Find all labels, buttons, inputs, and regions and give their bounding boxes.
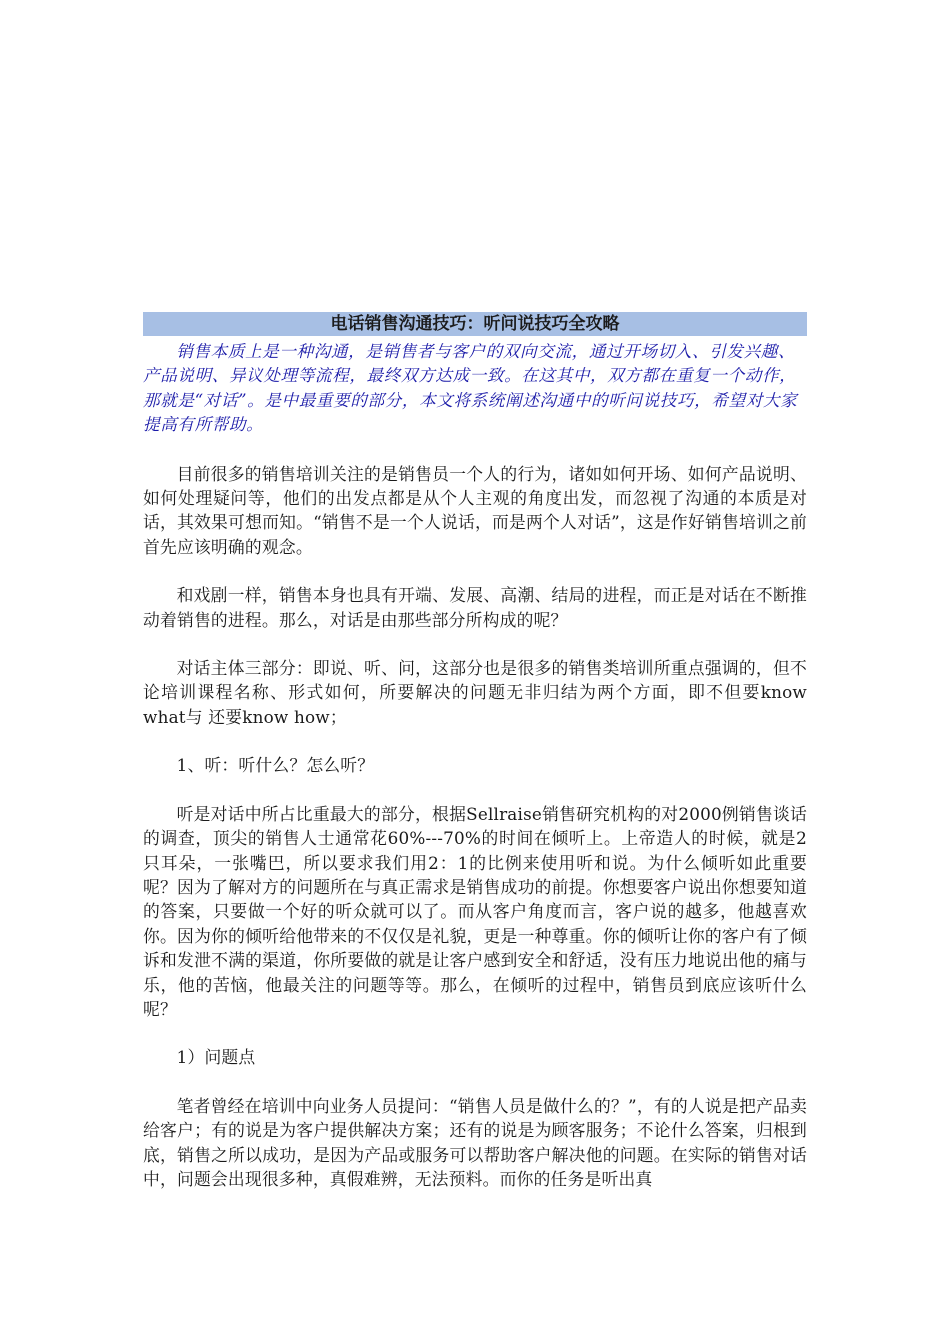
spacer	[143, 778, 807, 802]
spacer	[143, 632, 807, 656]
spacer	[143, 729, 807, 753]
spacer	[143, 1070, 807, 1094]
spacer	[143, 559, 807, 583]
paragraph-5: 笔者曾经在培训中向业务人员提问：“销售人员是做什么的？”，有的人说是把产品卖给客户；有的说是为客户提供解决方案；还有的说是为顾客服务；不论什么答案，归根到底，销售之所以成功，是因为产品或服务可以帮助客户解决他的问题。在实际的销售对话中，问题会出现很多种，真假难辨，无法预料。而你的任务是听出真	[143, 1095, 807, 1189]
paragraph-2: 和戏剧一样，销售本身也具有开端、发展、高潮、结局的进程，而正是对话在不断推动着销售的进程。那么，对话是由那些部分所构成的呢？	[143, 585, 807, 630]
section-heading-listen: 1、听：听什么？怎么听？	[176, 755, 375, 776]
paragraph-4: 听是对话中所占比重最大的部分，根据Sellraise销售研究机构的对2000例销售谈话的调查，顶尖的销售人士通常花60%---70%的时间在倾听上。上帝造人的时候，就是2只耳朵，一张嘴巴，所以要求我们用2：1的比例来使用听和说。为什么倾听如此重要呢？因为了解对方的问题所在与真正需求是销售成功的前提。你想要客户说出你想要知道的答案，只要做一个好的听众就可以了。而从客户角度而言，客户说的越多，他越喜欢你。因为你的倾听给他带来的不仅仅是礼貌，更是一种尊重。你的倾听让你的客户有了倾诉和发泄不满的渠道，你所要做的就是让客户感到安全和舒适，没有压力地说出他的痛与乐，他的苦恼，他最关注的问题等等。那么，在倾听的过程中，销售员到底应该听什么呢？	[143, 803, 807, 1019]
paragraph-3: 对话主体三部分：即说、听、问，这部分也是很多的销售类培训所重点强调的，但不论培训课程名称、形式如何，所要解决的问题无非归结为两个方面，即不但要know what与 还要know how；	[143, 658, 807, 727]
subsection-heading-problem: 1）问题点	[176, 1047, 256, 1068]
paragraph-1: 目前很多的销售培训关注的是销售员一个人的行为，诸如如何开场、如何产品说明、如何处理疑问等，他们的出发点都是从个人主观的角度出发，而忽视了沟通的本质是对话，其效果可想而知。“销售不是一个人说话，而是两个人对话”，这是作好销售培训之前首先应该明确的观念。	[143, 463, 807, 557]
spacer	[143, 438, 807, 462]
document-page	[143, 312, 807, 1191]
spacer	[143, 1021, 807, 1045]
intro-paragraph: 销售本质上是一种沟通，是销售者与客户的双向交流，通过开场切入、引发兴趣、产品说明、异议处理等流程，最终双方达成一致。在这其中，双方都在重复一个动作，那就是“对话”。是中最重要的部分，本文将系统阐述沟通中的听问说技巧，希望对大家提高有所帮助。	[143, 342, 798, 435]
document-title: 电话销售沟通技巧：听问说技巧全攻略	[143, 312, 807, 336]
